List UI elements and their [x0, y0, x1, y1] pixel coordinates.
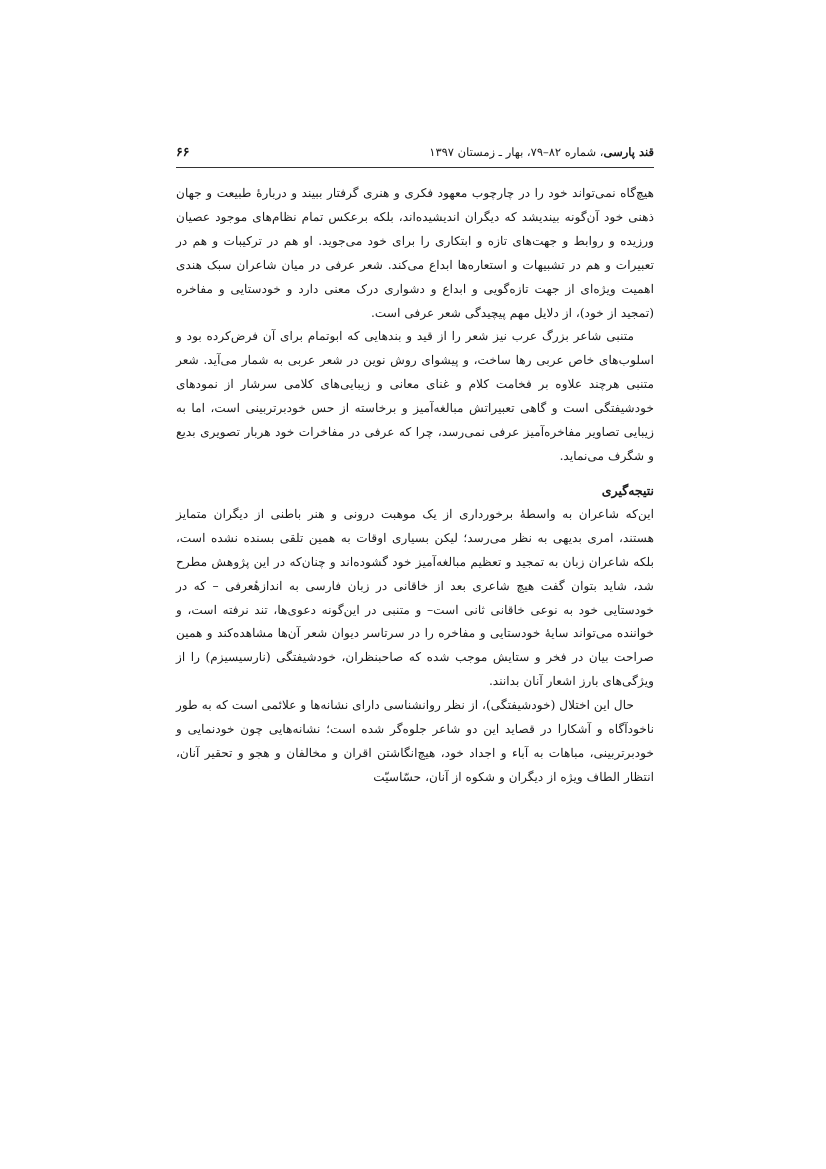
- paragraph-1: هیچ‌گاه نمی‌تواند خود را در چارچوب معهود فکری و هنری گرفتار ببیند و دربارهٔ طبیعت و جهان ذهنی خود آن‌گونه بیندیشد که دیگران اندیشیده‌اند، بلکه برعکس تمام نظام‌های موجود عصیان ورزیده و روابط و جهت‌های تازه و ابتکاری را برای خود می‌جوید. او هم در ترکیبات و هم در تعبیرات و هم در تشبیهات و استعاره‌ها ابداع می‌کند. شعر عرفی در میان شاعران سبک هندی اهمیت ویژه‌ای از جهت تازه‌گویی و ابداع و دشواری درک معنی دارد و خودستایی و مفاخره (تمجید از خود)، از دلایل مهم پیچیدگی شعر عرفی است.: [176, 186, 654, 320]
- issue-info: ، شماره ۸۲–۷۹، بهار ـ زمستان ۱۳۹۷: [429, 145, 604, 159]
- running-head: [176, 141, 654, 168]
- journal-title: قند پارسی: [603, 145, 654, 159]
- paragraph-3: این‌که شاعران به واسطهٔ برخورداری از یک موهبت درونی و هنر باطنی از دیگران متمایز هستند، امری بدیهی به نظر می‌رسد؛ لیکن بسیاری اوقات به همین تلقی بسنده نشده است، بلکه شاعران زبان به تمجید و تعظیم مبالغه‌آمیز خود گشوده‌اند و چنان‌که در این پژوهش مطرح شد، شاید بتوان گفت هیچ شاعری بعد از خاقانی در زبان فارسی به اندازهٔعرفی – که در خودستایی خود به نوعی خاقانی ثانی است– و متنبی در این‌گونه دعوی‌ها، تند نرفته است، و خواننده می‌تواند سایهٔ خودستایی و مفاخره را در سرتاسر دیوان شعر آن‌ها مشاهده‌کند و همین صراحت بیان در فخر و ستایش موجب شده که صاحبنظران، خودشیفتگی (نارسیسیزم) را از ویژگی‌های بارز اشعار آنان بدانند.: [176, 506, 654, 689]
- page-number: ۶۶: [176, 144, 190, 159]
- journal-citation: [429, 145, 654, 159]
- paragraph-2: متنبی شاعر بزرگ عرب نیز شعر را از قید و بندهایی که ابوتمام برای آن فرض‌کرده بود و اسلوب‌های خاص عربی رها ساخت، و پیشوای روش نوین در شعر عربی به شمار می‌آید. شعر متنبی هرچند علاوه بر فخامت کلام و غنای معانی و زیبایی‌های کلامی سرشار از نمودهای خودشیفتگی است و گاهی تعبیراتش مبالغه‌آمیز و برخاسته از حس خودبرتربینی است، اما به زیبایی تصاویر مفاخره‌آمیز عرفی نمی‌رسد، چرا که عرفی در مفاخرات خود هربار تصویری بدیع و شگرف می‌نماید.: [176, 329, 654, 463]
- paragraph-4: حال این اختلال (خودشیفتگی)، از نظر روانشناسی دارای نشانه‌ها و علائمی است که به طور ناخودآگاه و آشکارا در قصاید این دو شاعر جلوه‌گر شده است؛ نشانه‌هایی چون خودنمایی و خودبرتربینی، مباهات به آباء و اجداد خود، هیچ‌انگاشتن اقران و مخالفان و هجو و تحقیر آنان، انتظار الطاف ویژه از دیگران و شکوه از آنان، حسّاسیّت: [176, 698, 654, 784]
- section-heading-conclusion: نتیجه‌گیری: [601, 482, 654, 498]
- body-text: [176, 182, 654, 790]
